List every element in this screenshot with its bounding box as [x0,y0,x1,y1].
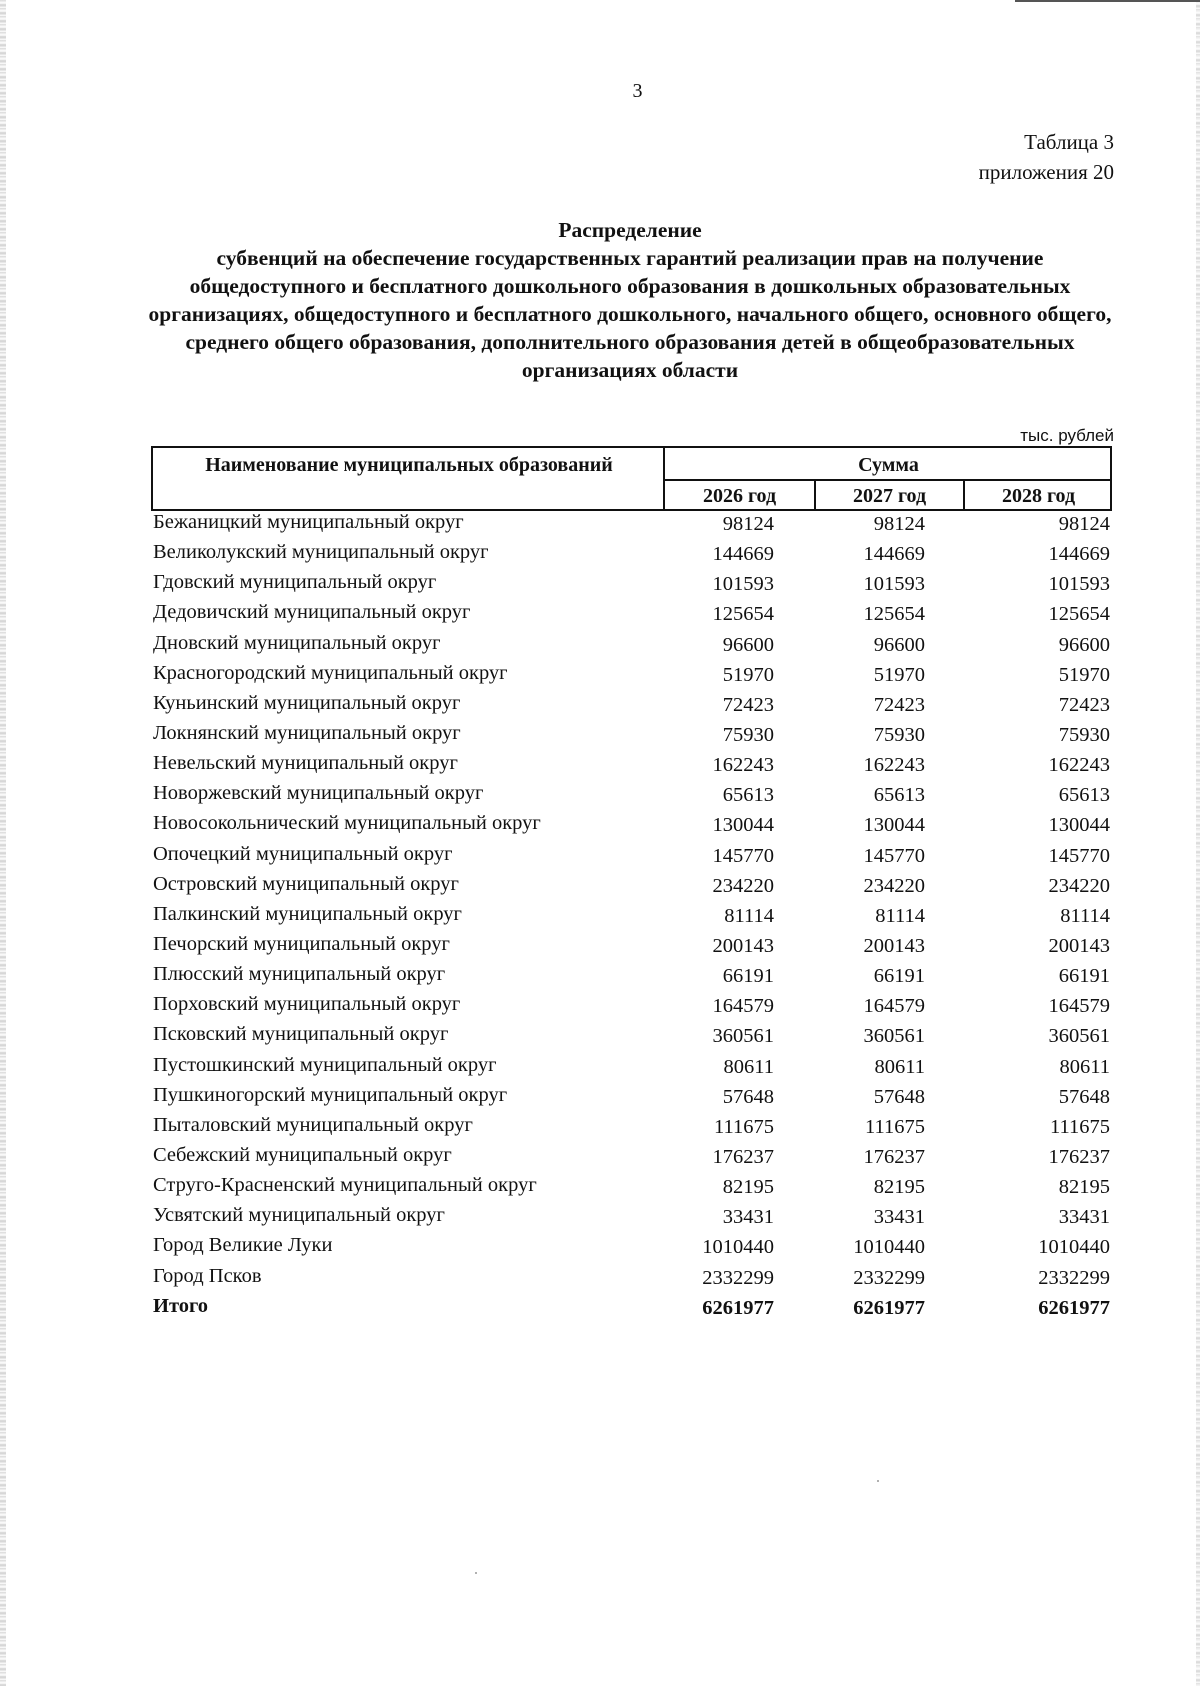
row-name: Пыталовский муниципальный округ [153,1113,473,1136]
table-row [151,933,1112,963]
row-name: Город Псков [153,1264,262,1287]
units-label: тыс. рублей [1020,426,1114,445]
row-value-2028: 81114 [1060,904,1110,927]
scan-speck [475,1572,477,1574]
row-value-2027: 200143 [863,934,925,957]
table-row [151,873,1112,903]
table-row [151,1204,1112,1234]
row-value-2027: 96600 [873,633,925,656]
row-name: Новосокольнический муниципальный округ [153,812,541,835]
table-row [151,963,1112,993]
row-value-2027: 51970 [873,663,925,686]
table-row [151,662,1112,692]
row-name: Палкинский муниципальный округ [153,902,462,925]
page-number: 3 [632,80,643,102]
row-value-2028: 51970 [1058,663,1110,686]
scan-edge-left [0,0,6,1686]
table-row [151,1084,1112,1114]
row-name: Струго-Красненский муниципальный округ [153,1174,537,1197]
row-value-2026: 51970 [722,663,774,686]
row-name: Плюсский муниципальный округ [153,963,446,986]
row-value-2027: 162243 [863,754,925,777]
row-name: Пустошкинский муниципальный округ [153,1053,497,1076]
table-row [151,692,1112,722]
row-name: Новоржевский муниципальный округ [153,782,484,805]
document-title [140,216,1120,384]
total-value-2026: 6261977 [702,1296,774,1319]
header-divider-sum [663,479,1110,481]
row-value-2027: 33431 [873,1206,925,1229]
row-value-2027: 57648 [873,1085,925,1108]
table-row [151,1174,1112,1204]
row-value-2026: 2332299 [702,1266,774,1289]
table-row [151,511,1112,541]
row-value-2027: 81114 [875,904,925,927]
row-value-2026: 81114 [724,904,774,927]
row-value-2026: 176237 [712,1145,774,1168]
row-value-2028: 57648 [1058,1085,1110,1108]
table-row [151,1265,1112,1295]
row-name: Пушкиногорский муниципальный округ [153,1083,508,1106]
row-value-2028: 65613 [1058,784,1110,807]
row-value-2026: 1010440 [702,1236,774,1259]
row-value-2028: 33431 [1058,1206,1110,1229]
row-value-2028: 2332299 [1038,1266,1110,1289]
row-name: Дновский муниципальный округ [153,631,441,654]
row-value-2027: 1010440 [853,1236,925,1259]
row-name: Псковский муниципальный округ [153,1023,449,1046]
row-value-2028: 1010440 [1038,1236,1110,1259]
row-value-2027: 66191 [873,965,925,988]
header-year-2026: 2026 год [702,485,777,507]
row-value-2028: 145770 [1048,844,1110,867]
row-value-2027: 2332299 [853,1266,925,1289]
row-value-2027: 164579 [863,995,925,1018]
row-value-2027: 111675 [865,1115,925,1138]
row-name: Опочецкий муниципальный округ [153,842,453,865]
row-value-2028: 234220 [1048,874,1110,897]
scan-edge-right [1196,0,1200,1686]
row-value-2028: 200143 [1048,934,1110,957]
table-row [151,1023,1112,1053]
table-header [151,446,1112,511]
row-value-2026: 66191 [722,965,774,988]
row-name: Красногородский муниципальный округ [153,661,508,684]
table-body [151,511,1112,1325]
row-value-2027: 176237 [863,1145,925,1168]
row-value-2028: 360561 [1048,1025,1110,1048]
row-value-2026: 96600 [722,633,774,656]
table-row [151,843,1112,873]
row-value-2027: 125654 [863,603,925,626]
row-value-2027: 360561 [863,1025,925,1048]
row-name: Дедовичский муниципальный округ [153,601,471,624]
table-row [151,782,1112,812]
scan-top-rule [1015,0,1200,2]
table-total-row [151,1295,1112,1325]
title-subtitle: субвенций на обеспечение государственных гарантий реализации прав на получение общедоступного и бесплатного дошкольного образования в дошкольных образовательных организациях, общедоступного и бесплатного дошкольного, начального общего, основного общего, среднего общего образования, дополнительного образования детей в общеобразовательных организациях области [148,246,1112,382]
row-value-2027: 98124 [873,513,925,535]
row-value-2028: 98124 [1058,513,1110,535]
row-value-2026: 72423 [722,693,774,716]
total-name: Итого [153,1294,209,1317]
row-name: Усвятский муниципальный округ [153,1204,445,1227]
table-row [151,632,1112,662]
row-value-2026: 234220 [712,874,774,897]
row-value-2026: 33431 [722,1206,774,1229]
row-value-2026: 111675 [714,1115,774,1138]
row-value-2027: 130044 [863,814,925,837]
row-value-2028: 75930 [1058,723,1110,746]
table-row [151,1234,1112,1264]
row-value-2026: 200143 [712,934,774,957]
table-row [151,601,1112,631]
row-value-2027: 75930 [873,723,925,746]
row-value-2026: 80611 [723,1055,774,1078]
table-row [151,903,1112,933]
row-name: Себежский муниципальный округ [153,1143,452,1166]
table-row [151,571,1112,601]
row-value-2028: 164579 [1048,995,1110,1018]
row-value-2028: 101593 [1048,573,1110,596]
row-value-2026: 360561 [712,1025,774,1048]
table-reference-line2: приложения 20 [978,160,1114,184]
table-row [151,722,1112,752]
table-row [151,541,1112,571]
row-name: Великолукский муниципальный округ [153,541,489,564]
row-value-2028: 80611 [1059,1055,1110,1078]
row-name: Локнянский муниципальный округ [153,721,461,744]
row-value-2028: 162243 [1048,754,1110,777]
row-value-2028: 125654 [1048,603,1110,626]
table-reference [979,127,1114,187]
row-value-2026: 101593 [712,573,774,596]
row-value-2027: 82195 [873,1176,925,1199]
row-value-2026: 162243 [712,754,774,777]
row-value-2028: 96600 [1058,633,1110,656]
total-value-2028: 6261977 [1038,1296,1110,1319]
header-year-2028: 2028 год [1001,485,1076,507]
table-row [151,752,1112,782]
table-reference-line1: Таблица 3 [1024,130,1114,154]
row-value-2028: 130044 [1048,814,1110,837]
row-value-2026: 125654 [712,603,774,626]
row-value-2027: 72423 [873,693,925,716]
row-name: Печорский муниципальный округ [153,932,450,955]
total-value-2027: 6261977 [853,1296,925,1319]
row-value-2026: 65613 [722,784,774,807]
title-heading: Распределение [558,218,702,242]
row-name: Порховский муниципальный округ [153,993,461,1016]
row-value-2026: 144669 [712,543,774,566]
row-value-2027: 101593 [863,573,925,596]
row-value-2026: 82195 [722,1176,774,1199]
table-row [151,1114,1112,1144]
header-name: Наименование муниципальных образований [205,454,613,476]
row-value-2026: 98124 [722,513,774,535]
row-name: Бежаницкий муниципальный округ [153,511,464,533]
table-row [151,1144,1112,1174]
row-value-2027: 234220 [863,874,925,897]
row-value-2028: 66191 [1058,965,1110,988]
row-value-2026: 75930 [722,723,774,746]
table-row [151,1054,1112,1084]
table-row [151,993,1112,1023]
row-value-2028: 176237 [1048,1145,1110,1168]
row-name: Гдовский муниципальный округ [153,571,437,594]
scan-speck [877,1480,879,1482]
row-name: Невельский муниципальный округ [153,752,458,775]
row-value-2026: 145770 [712,844,774,867]
row-value-2027: 65613 [873,784,925,807]
row-value-2026: 57648 [722,1085,774,1108]
row-name: Куньинский муниципальный округ [153,691,461,714]
row-value-2028: 72423 [1058,693,1110,716]
row-value-2027: 144669 [863,543,925,566]
row-name: Островский муниципальный округ [153,872,459,895]
row-value-2026: 164579 [712,995,774,1018]
row-value-2026: 130044 [712,814,774,837]
table-row [151,812,1112,842]
row-value-2027: 80611 [874,1055,925,1078]
header-sum: Сумма [858,454,919,476]
row-value-2028: 82195 [1058,1176,1110,1199]
row-name: Город Великие Луки [153,1234,333,1257]
row-value-2027: 145770 [863,844,925,867]
row-value-2028: 111675 [1050,1115,1110,1138]
header-year-2027: 2027 год [852,485,927,507]
row-value-2028: 144669 [1048,543,1110,566]
